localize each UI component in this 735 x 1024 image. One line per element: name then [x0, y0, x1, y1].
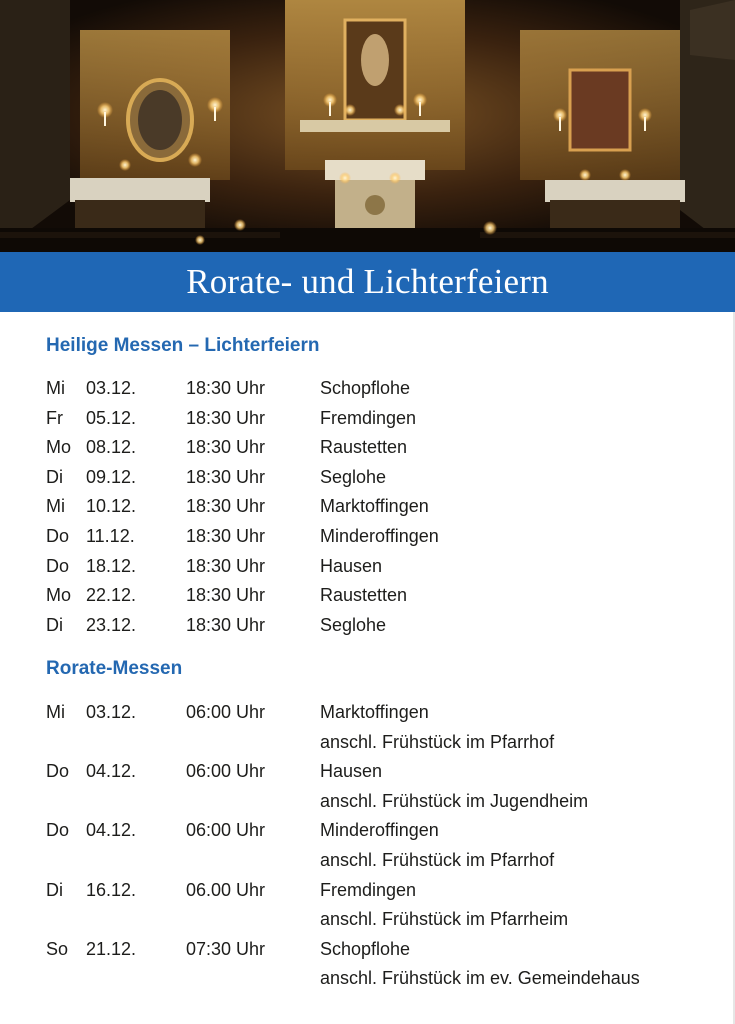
schedule-date: 11.12. — [86, 525, 135, 546]
schedule-note-row — [46, 964, 716, 994]
schedule-weekday: Do — [46, 761, 70, 782]
schedule-time: 06:00 Uhr — [186, 761, 266, 782]
page-title: Rorate- und Lichterfeiern — [186, 262, 549, 301]
schedule-date: 03.12. — [86, 378, 137, 398]
schedule-weekday: Mo — [46, 437, 72, 458]
schedule-weekday: Di — [46, 614, 63, 635]
schedule-note-row — [46, 905, 716, 935]
schedule-row — [46, 816, 716, 846]
schedule-weekday: Mi — [46, 702, 65, 722]
schedule-weekday: Mi — [46, 496, 65, 517]
schedule-date: 10.12. — [86, 496, 137, 517]
schedule-weekday: Fr — [46, 407, 63, 428]
schedule-time: 06:00 Uhr — [186, 702, 266, 722]
schedule-location: Hausen — [320, 761, 383, 782]
section-heading-lichterfeiern: Heilige Messen – Lichterfeiern — [46, 335, 320, 356]
schedule-row — [46, 492, 716, 522]
schedule-date: 16.12. — [86, 879, 137, 900]
schedule-location: Minderoffingen — [320, 820, 439, 841]
schedule-date: 03.12. — [86, 702, 137, 722]
schedule-weekday: Mi — [46, 378, 65, 398]
schedule-row — [46, 552, 716, 582]
schedule-row — [46, 433, 716, 463]
schedule-date: 05.12. — [86, 407, 137, 428]
schedule-date: 04.12. — [86, 761, 137, 782]
schedule-time: 18:30 Uhr — [186, 437, 266, 458]
altar-illustration — [0, 0, 735, 252]
schedule-date: 22.12. — [86, 585, 137, 606]
schedule-location: Marktoffingen — [320, 702, 429, 722]
schedule-location: Schopflohe — [320, 378, 411, 398]
schedule-location: Seglohe — [320, 466, 387, 487]
schedule-date: 04.12. — [86, 820, 137, 841]
schedule-date: 09.12. — [86, 466, 137, 487]
schedule-weekday: Mo — [46, 585, 72, 606]
schedule-row — [46, 581, 716, 611]
schedule-note-row — [46, 728, 716, 758]
schedule-weekday: Di — [46, 879, 63, 900]
schedule-note: anschl. Frühstück im ev. Gemeindehaus — [320, 968, 640, 989]
schedule-location: Marktoffingen — [320, 496, 429, 517]
schedule-location: Fremdingen — [320, 879, 417, 900]
schedule-location: Minderoffingen — [320, 525, 439, 546]
schedule-weekday: Di — [46, 466, 63, 487]
schedule-weekday: Do — [46, 820, 70, 841]
schedule-location: Raustetten — [320, 437, 408, 458]
schedule-date: 21.12. — [86, 938, 137, 959]
schedule-note-row — [46, 787, 716, 817]
schedule-location: Fremdingen — [320, 407, 417, 428]
schedule-row — [46, 698, 716, 728]
schedule-time: 06.00 Uhr — [186, 879, 266, 900]
rorate-list — [46, 698, 716, 994]
schedule-date: 18.12. — [86, 555, 137, 576]
schedule-weekday: Do — [46, 555, 70, 576]
schedule-time: 18:30 Uhr — [186, 614, 266, 635]
schedule-time: 06:00 Uhr — [186, 820, 266, 841]
schedule-row — [46, 935, 716, 965]
schedule-date: 23.12. — [86, 614, 137, 635]
schedule-row — [46, 463, 716, 493]
schedule-time: 18:30 Uhr — [186, 466, 266, 487]
schedule-weekday: Do — [46, 525, 70, 546]
schedule-weekday: So — [46, 938, 69, 959]
schedule-location: Schopflohe — [320, 938, 411, 959]
schedule-note-row — [46, 846, 716, 876]
title-band — [0, 252, 735, 312]
schedule-row — [46, 876, 716, 906]
schedule-location: Seglohe — [320, 614, 387, 635]
schedule-row — [46, 404, 716, 434]
schedule-time: 18:30 Uhr — [186, 525, 266, 546]
schedule-row — [46, 611, 716, 641]
schedule-note: anschl. Frühstück im Pfarrheim — [320, 909, 569, 930]
schedule-time: 18:30 Uhr — [186, 407, 266, 428]
schedule-time: 18:30 Uhr — [186, 496, 266, 517]
schedule-location: Raustetten — [320, 585, 408, 606]
hero-photo-church-altar — [0, 0, 735, 252]
schedule-note: anschl. Frühstück im Jugendheim — [320, 790, 589, 811]
schedule-row — [46, 374, 716, 404]
schedule-time: 18:30 Uhr — [186, 378, 266, 398]
schedule-row — [46, 757, 716, 787]
schedule-note: anschl. Frühstück im Pfarrhof — [320, 731, 555, 752]
schedule-row — [46, 522, 716, 552]
section-heading-rorate: Rorate-Messen — [46, 658, 183, 679]
schedule-time: 18:30 Uhr — [186, 555, 266, 576]
schedule-time: 18:30 Uhr — [186, 585, 266, 606]
schedule-location: Hausen — [320, 555, 383, 576]
schedule-date: 08.12. — [86, 437, 137, 458]
schedule-time: 07:30 Uhr — [186, 938, 266, 959]
schedule-note: anschl. Frühstück im Pfarrhof — [320, 849, 555, 870]
lichterfeiern-list — [46, 374, 716, 640]
